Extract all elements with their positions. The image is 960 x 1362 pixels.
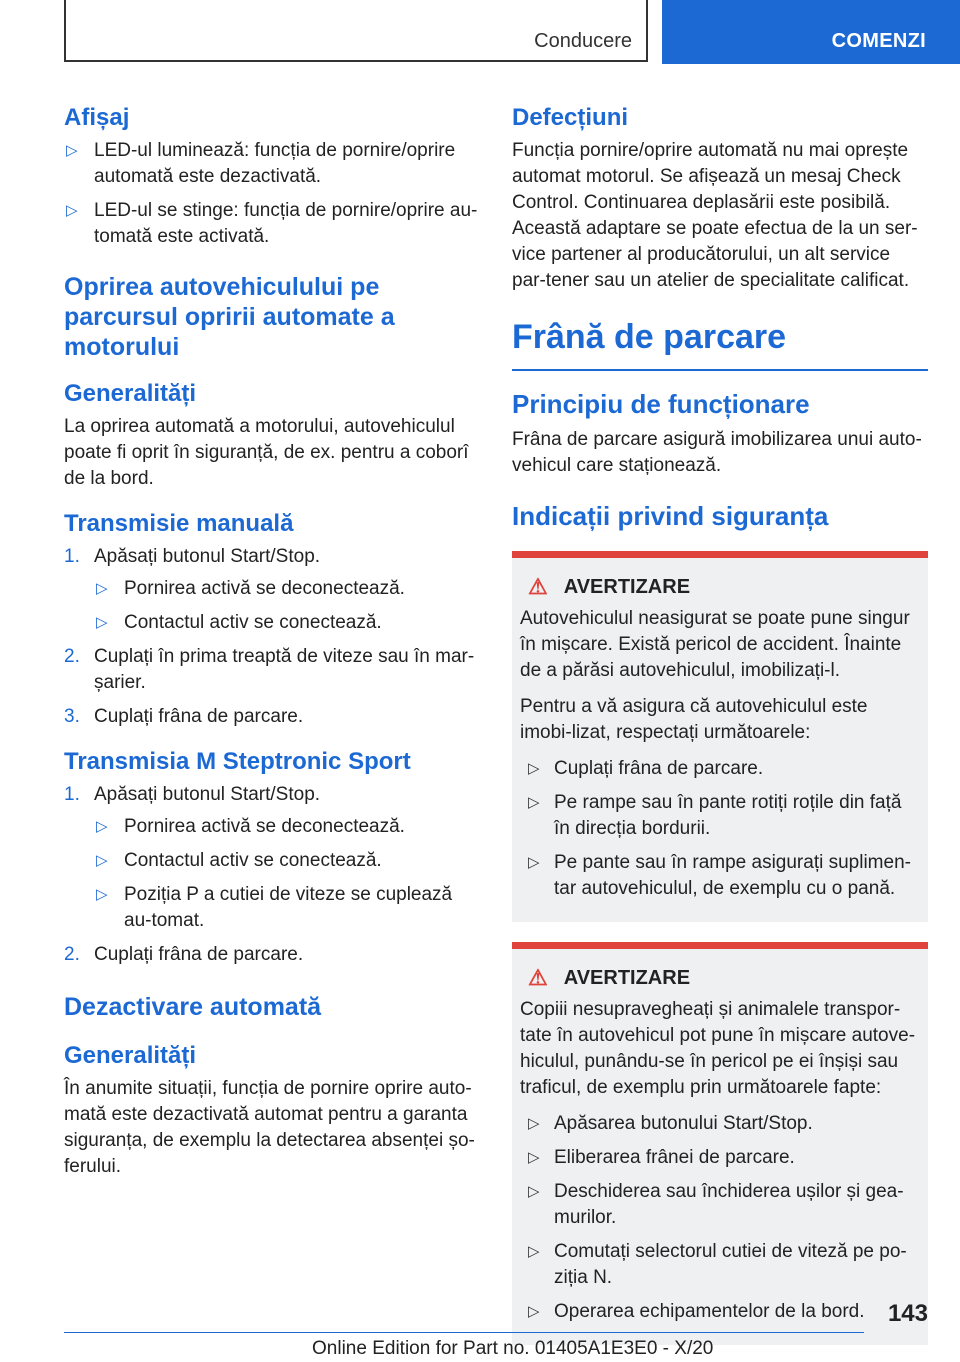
step-item: 1. Apăsați butonul Start/Stop. ▷ Pornirea activă se deconectează. ▷ Contactul activ se conectează.: [64, 544, 478, 636]
general-2-text: În anumite situații, funcția de pornire oprire auto-mată este dezactivată automat pentru a garanta siguranța, de exemplu la detectarea absenței șo-ferului.: [64, 1078, 475, 1177]
triangle-bullet-icon: ▷: [528, 794, 540, 811]
warning-icon: ⚠: [528, 574, 548, 599]
triangle-bullet-icon: ▷: [528, 1303, 540, 1320]
triangle-bullet-icon: ▷: [528, 1115, 540, 1132]
warning-list: [520, 756, 920, 902]
triangle-bullet-icon: ▷: [528, 760, 540, 777]
warning-box: [512, 942, 928, 1345]
triangle-bullet-icon: ▷: [96, 580, 108, 597]
list-item: ▷ Pornirea activă se deconectează.: [94, 814, 478, 840]
heading-stop: Oprirea autovehiculului pe parcursul opririi automate a motorului: [64, 273, 395, 361]
step-item: 3. Cuplați frâna de parcare.: [64, 706, 304, 727]
steptronic-steps: [64, 782, 478, 968]
triangle-bullet-icon: ▷: [66, 142, 78, 159]
list-item: ▷ Operarea echipamentelor de la bord.: [520, 1299, 920, 1325]
step-sub-list: [94, 576, 478, 636]
chapter-title: COMENZI: [831, 30, 926, 52]
step-item: 1. Apăsați butonul Start/Stop. ▷ Pornirea activă se deconectează. ▷ Contactul activ se conectează. ▷ Poziția P a cutiei de viteze se cuplează au-tomat.: [64, 782, 478, 934]
heading-general-2: Generalități: [64, 1042, 197, 1069]
step-sub-list: [94, 814, 478, 934]
triangle-bullet-icon: ▷: [96, 852, 108, 869]
warning-box: [512, 551, 928, 922]
triangle-bullet-icon: ▷: [528, 1149, 540, 1166]
list-item: ▷ Comutați selectorul cutiei de viteză pe po-ziția N.: [528, 1241, 907, 1288]
triangle-bullet-icon: ▷: [96, 614, 108, 631]
footer-edition: Online Edition for Part no. 01405A1E3E0 - X/20: [312, 1338, 714, 1359]
triangle-bullet-icon: ▷: [96, 886, 108, 903]
list-item: ▷ Pornirea activă se deconectează.: [94, 576, 478, 602]
triangle-bullet-icon: ▷: [528, 854, 540, 871]
heading-parking-brake: Frână de parcare: [512, 318, 928, 371]
warning-text: Pentru a vă asigura că autovehiculul este imobi-lizat, respectați următoarele:: [520, 696, 868, 743]
list-item: ▷ Poziția P a cutiei de viteze se cuplează au-tomat.: [96, 884, 453, 931]
step-item: 2. Cuplați în prima treaptă de viteze sau în mar-șarier.: [64, 646, 475, 693]
manual-steps: [64, 544, 478, 730]
header-chapter-tab[interactable]: [662, 0, 960, 64]
warning-list: [520, 1111, 920, 1325]
right-column: [512, 100, 928, 1357]
left-column: [64, 100, 478, 1190]
triangle-bullet-icon: ▷: [66, 202, 78, 219]
display-list: [64, 138, 478, 250]
list-item: ▷ Eliberarea frânei de parcare.: [520, 1145, 920, 1171]
list-item: ▷ Contactul activ se conectează.: [94, 610, 478, 636]
triangle-bullet-icon: ▷: [528, 1243, 540, 1260]
header-section-box: [64, 0, 648, 62]
warning-text: Autovehiculul neasigurat se poate pune singur în mișcare. Există pericol de accident. Înainte de a părăsi autovehiculul, imobilizați-l.: [520, 608, 910, 681]
page-number: 143: [887, 1300, 928, 1327]
list-item: ▷ LED-ul se stinge: funcția de pornire/oprire au-tomată este activată.: [66, 200, 478, 247]
heading-display: Afișaj: [64, 104, 130, 131]
heading-safety: Indicații privind siguranța: [512, 501, 829, 531]
warning-label: AVERTIZARE: [563, 966, 691, 989]
list-item: ▷ Apăsarea butonului Start/Stop.: [520, 1111, 920, 1137]
list-item: ▷ LED-ul luminează: funcția de pornire/oprire automată este dezactivată.: [66, 140, 456, 187]
triangle-bullet-icon: ▷: [96, 818, 108, 835]
warning-label: AVERTIZARE: [563, 575, 691, 598]
heading-principle: Principiu de funcționare: [512, 389, 810, 419]
general-1-text: La oprirea automată a motorului, autovehiculul poate fi oprit în siguranță, de ex. pentru a coborî de la bord.: [64, 416, 469, 489]
section-title: Conducere: [534, 30, 632, 52]
faults-text: Funcția pornire/oprire automată nu mai oprește automat motorul. Se afișează un mesaj Check Control. Continuarea deplasării este posibilă. Această adaptare se poate efectua de la un ser-vice partener al producătorului, un alt service par-tener sau un atelier de specialitate calificat.: [512, 140, 918, 291]
heading-general-1: Generalități: [64, 380, 197, 407]
list-item: ▷ Cuplați frâna de parcare.: [520, 756, 920, 782]
list-item: ▷ Deschiderea sau închiderea ușilor și gea-murilor.: [528, 1181, 904, 1228]
heading-steptronic: Transmisia M Steptronic Sport: [64, 748, 411, 775]
footer-divider: [64, 1332, 864, 1333]
warning-icon: ⚠: [528, 965, 548, 990]
list-item: ▷ Pe pante sau în rampe asigurați suplimen-tar autovehiculul, de exemplu cu o pană.: [528, 852, 911, 899]
triangle-bullet-icon: ▷: [528, 1183, 540, 1200]
list-item: ▷ Contactul activ se conectează.: [94, 848, 478, 874]
heading-manual: Transmisie manuală: [64, 510, 294, 537]
principle-text: Frâna de parcare asigură imobilizarea unui auto-vehicul care staționează.: [512, 429, 922, 476]
heading-faults: Defecțiuni: [512, 104, 629, 131]
step-item: 2. Cuplați frâna de parcare.: [64, 944, 304, 965]
heading-deactivation: Dezactivare automată: [64, 993, 322, 1021]
warning-text: Copiii nesupravegheați și animalele transpor-tate în autovehicul pot pune în mișcare autove-hiculul, punându-se în pericol pe ei înșiși sau traficul, de exemplu prin următoarele fapte:: [520, 999, 916, 1098]
list-item: ▷ Pe rampe sau în pante rotiți roțile din față în direcția bordurii.: [528, 792, 902, 839]
